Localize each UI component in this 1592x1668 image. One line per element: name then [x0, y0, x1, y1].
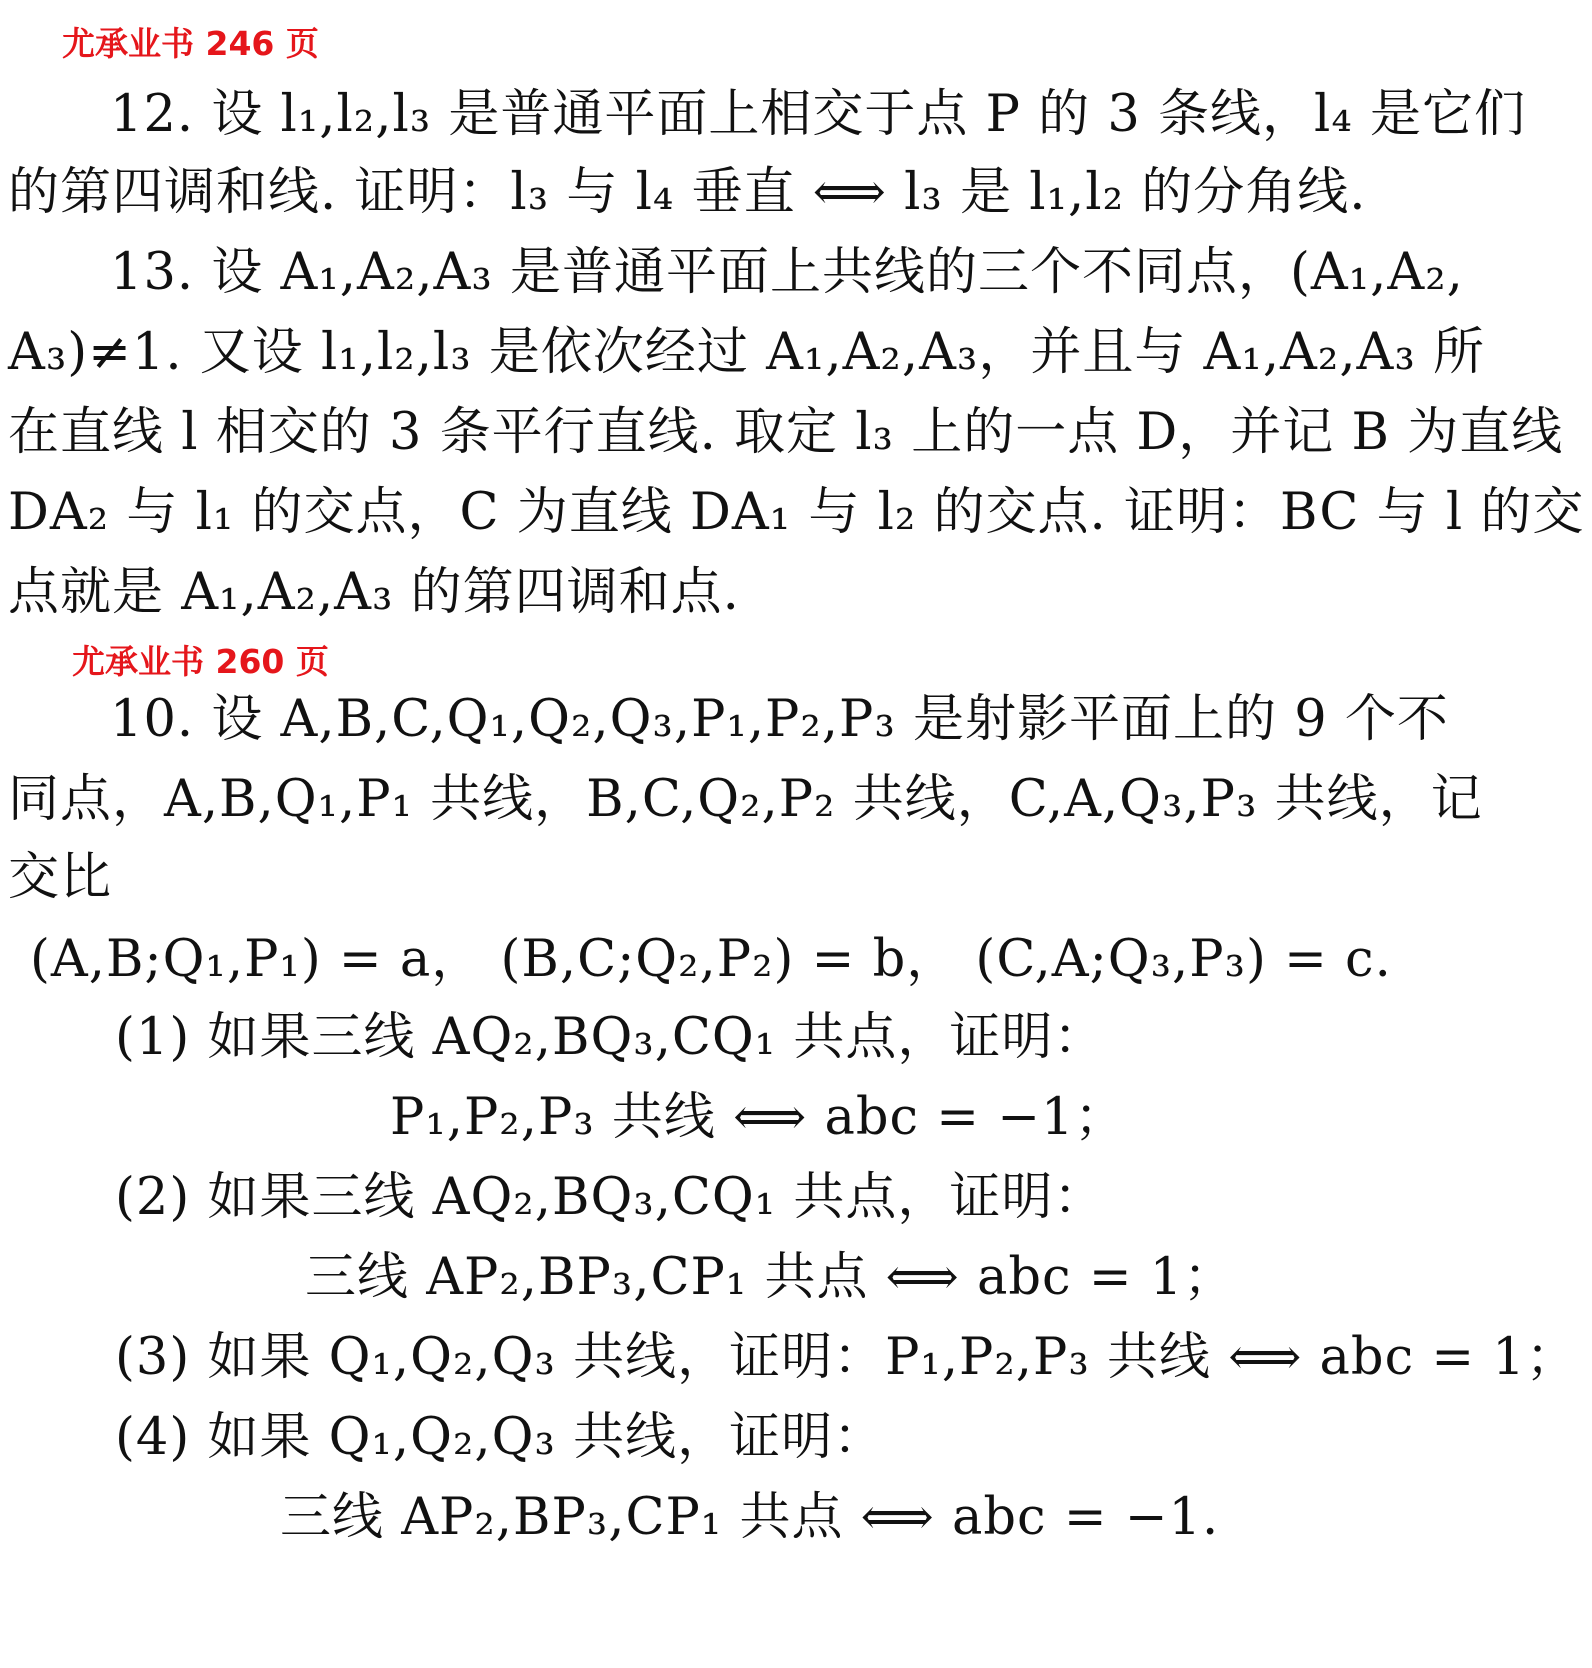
problem-10-part-3: (3) 如果 Q₁,Q₂,Q₃ 共线，证明：P₁,P₂,P₃ 共线 ⟺ abc = 1； — [115, 1328, 1578, 1387]
problem-13-line-2: A₃)≠1. 又设 l₁,l₂,l₃ 是依次经过 A₁,A₂,A₃，并且与 A₁,A₂,A₃ 所 — [8, 323, 1486, 382]
section-ref-260: 尤承业书 260 页 — [72, 642, 329, 681]
problem-10-part-1-claim: P₁,P₂,P₃ 共线 ⟺ abc = −1； — [390, 1088, 1127, 1147]
problem-13-line-3: 在直线 l 相交的 3 条平行直线. 取定 l₃ 上的一点 D，并记 B 为直线 — [8, 403, 1564, 462]
problem-10-part-4-claim: 三线 AP₂,BP₃,CP₁ 共点 ⟺ abc = −1. — [280, 1488, 1220, 1547]
problem-10-line-2: 同点，A,B,Q₁,P₁ 共线，B,C,Q₂,P₂ 共线，C,A,Q₃,P₃ 共线，记 — [8, 770, 1483, 829]
problem-10-part-4: (4) 如果 Q₁,Q₂,Q₃ 共线，证明： — [115, 1408, 886, 1467]
problem-13-line-4: DA₂ 与 l₁ 的交点，C 为直线 DA₁ 与 l₂ 的交点. 证明：BC 与 l 的交 — [8, 483, 1585, 542]
problem-10-cross-ratio-definitions: (A,B;Q₁,P₁) = a， (B,C;Q₂,P₂) = b， (C,A;Q₃,P₃) = c. — [30, 930, 1392, 989]
problem-10-part-2-claim: 三线 AP₂,BP₃,CP₁ 共点 ⟺ abc = 1； — [305, 1248, 1236, 1307]
problem-10-line-3: 交比 — [8, 848, 113, 907]
section-ref-246: 尤承业书 246 页 — [62, 24, 319, 63]
problem-10-part-1: (1) 如果三线 AQ₂,BQ₃,CQ₁ 共点，证明： — [115, 1008, 1106, 1067]
problem-13-line-1: 13. 设 A₁,A₂,A₃ 是普通平面上共线的三个不同点，(A₁,A₂, — [110, 243, 1464, 302]
problem-10-line-1: 10. 设 A,B,C,Q₁,Q₂,Q₃,P₁,P₂,P₃ 是射影平面上的 9 个不 — [110, 690, 1449, 749]
problem-10-part-2: (2) 如果三线 AQ₂,BQ₃,CQ₁ 共点，证明： — [115, 1168, 1106, 1227]
problem-12-line-2: 的第四调和线. 证明：l₃ 与 l₄ 垂直 ⟺ l₃ 是 l₁,l₂ 的分角线. — [8, 163, 1367, 222]
problem-13-line-5: 点就是 A₁,A₂,A₃ 的第四调和点. — [8, 563, 740, 622]
problem-12-line-1: 12. 设 l₁,l₂,l₃ 是普通平面上相交于点 P 的 3 条线，l₄ 是它们 — [110, 85, 1527, 144]
